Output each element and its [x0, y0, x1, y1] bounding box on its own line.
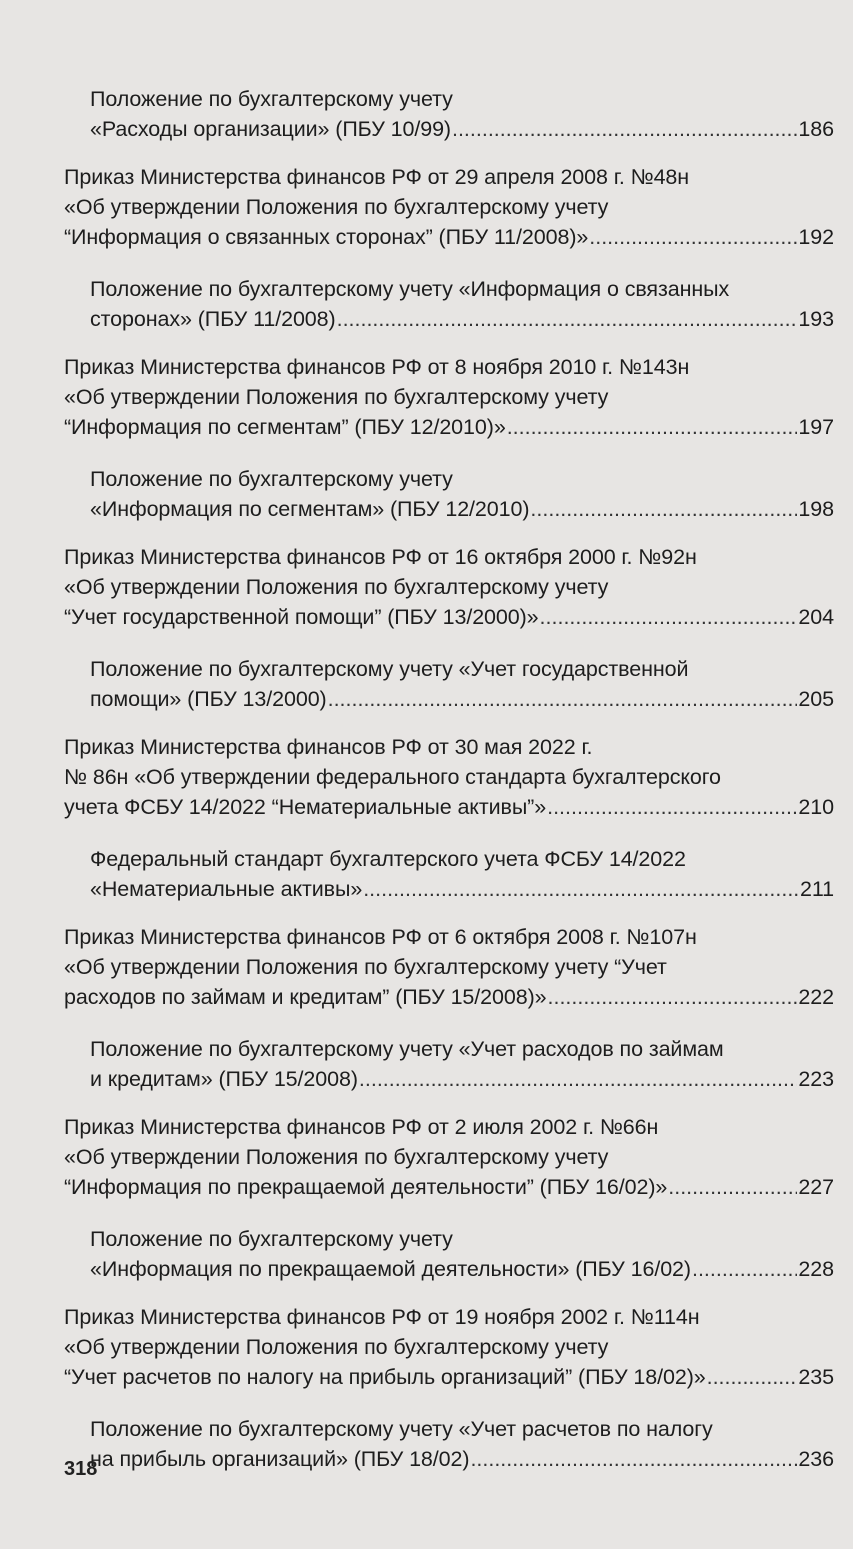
toc-entry-regulation: [90, 464, 834, 524]
dot-leader: [707, 1362, 798, 1392]
toc-entry-line: «Об утверждении Положения по бухгалтерскому учету: [64, 385, 609, 409]
toc-entry-order: [64, 732, 834, 822]
toc-entry-line: Федеральный стандарт бухгалтерского учета ФСБУ 14/2022: [90, 847, 686, 871]
toc-page-ref: 228: [798, 1257, 834, 1281]
toc-entry-line: Положение по бухгалтерскому учету: [90, 87, 453, 111]
toc-entry-line: помощи» (ПБУ 13/2000): [90, 687, 327, 711]
toc-page-ref: 210: [798, 795, 834, 819]
toc-entry-line: учета ФСБУ 14/2022 “Нематериальные активы”»: [64, 795, 547, 819]
dot-leader: [470, 1444, 797, 1474]
toc-entry-line: «Информация по прекращаемой деятельности» (ПБУ 16/02): [90, 1257, 691, 1281]
toc-entry-last-line: [64, 982, 834, 1012]
toc-entry-line: «Расходы организации» (ПБУ 10/99): [90, 117, 451, 141]
toc-page-ref: 192: [798, 225, 834, 249]
toc-entry-line: Приказ Министерства финансов РФ от 2 июля 2002 г. №66н: [64, 1115, 659, 1139]
toc-entry-order: [64, 352, 834, 442]
dot-leader: [328, 684, 798, 714]
toc-entry-last-line: [90, 1444, 834, 1474]
toc-entry-line: Приказ Министерства финансов РФ от 8 ноября 2010 г. №143н: [64, 355, 690, 379]
toc-entry-line: Положение по бухгалтерскому учету «Информация о связанных: [90, 277, 730, 301]
toc-entry-regulation: [90, 274, 834, 334]
dot-leader: [337, 304, 798, 334]
toc-entry-line: “Информация о связанных сторонах” (ПБУ 11/2008)»: [64, 225, 589, 249]
toc-entry-line: Приказ Министерства финансов РФ от 30 мая 2022 г.: [64, 735, 593, 759]
toc-entry-last-line: [64, 1362, 834, 1392]
toc-entry-line: “Учет государственной помощи” (ПБУ 13/2000)»: [64, 605, 539, 629]
toc-entry-line: № 86н «Об утверждении федерального стандарта бухгалтерского: [64, 765, 721, 789]
toc-entry-last-line: [64, 222, 834, 252]
toc-page-ref: 205: [798, 687, 834, 711]
toc-entry-last-line: [90, 684, 834, 714]
toc-entry-last-line: [90, 114, 834, 144]
toc-page-ref: 193: [798, 307, 834, 331]
toc-page-ref: 204: [798, 605, 834, 629]
toc-entry-order: [64, 1302, 834, 1392]
dot-leader: [363, 874, 799, 904]
toc-entry-regulation: [90, 84, 834, 144]
dot-leader: [359, 1064, 798, 1094]
toc-entry-order: [64, 542, 834, 632]
toc-entry-line: Положение по бухгалтерскому учету «Учет расходов по займам: [90, 1037, 724, 1061]
toc-entry-line: «Об утверждении Положения по бухгалтерскому учету “Учет: [64, 955, 667, 979]
toc-entry-line: расходов по займам и кредитам” (ПБУ 15/2008)»: [64, 985, 547, 1009]
toc-entry-regulation: [90, 1224, 834, 1284]
toc-entry-line: «Об утверждении Положения по бухгалтерскому учету: [64, 1145, 609, 1169]
page-number: 318: [64, 1458, 98, 1480]
dot-leader: [547, 792, 797, 822]
toc-entry-line: Приказ Министерства финансов РФ от 19 ноября 2002 г. №114н: [64, 1305, 700, 1329]
toc-entry-line: «Об утверждении Положения по бухгалтерскому учету: [64, 575, 609, 599]
toc-entry-line: Положение по бухгалтерскому учету: [90, 1227, 453, 1251]
dot-leader: [589, 222, 797, 252]
dot-leader: [692, 1254, 797, 1284]
toc-entry-line: Приказ Министерства финансов РФ от 16 октября 2000 г. №92н: [64, 545, 697, 569]
toc-entry-line: Положение по бухгалтерскому учету «Учет расчетов по налогу: [90, 1417, 713, 1441]
toc-entry-line: на прибыль организаций» (ПБУ 18/02): [90, 1447, 470, 1471]
toc-page-ref: 222: [798, 985, 834, 1009]
toc-entry-order: [64, 162, 834, 252]
toc-entry-line: и кредитам» (ПБУ 15/2008): [90, 1067, 358, 1091]
toc-entry-last-line: [90, 494, 834, 524]
toc-entry-regulation: [90, 654, 834, 714]
toc-entry-line: “Учет расчетов по налогу на прибыль организаций” (ПБУ 18/02)»: [64, 1365, 706, 1389]
toc-entry-line: «Нематериальные активы»: [90, 877, 363, 901]
dot-leader: [452, 114, 797, 144]
toc-entry-line: «Информация по сегментам» (ПБУ 12/2010): [90, 497, 530, 521]
toc-entry-line: сторонах» (ПБУ 11/2008): [90, 307, 336, 331]
toc-entry-regulation: [90, 1034, 834, 1094]
toc-entry-order: [64, 1112, 834, 1202]
toc-page-ref: 235: [798, 1365, 834, 1389]
toc-entry-last-line: [90, 1254, 834, 1284]
toc-page-ref: 197: [798, 415, 834, 439]
toc-entry-line: «Об утверждении Положения по бухгалтерскому учету: [64, 195, 609, 219]
dot-leader: [530, 494, 797, 524]
toc-entry-last-line: [90, 1064, 834, 1094]
toc-entry-last-line: [64, 792, 834, 822]
table-of-contents: [64, 84, 834, 1492]
toc-page-ref: 227: [798, 1175, 834, 1199]
dot-leader: [507, 412, 798, 442]
toc-entry-regulation: [90, 844, 834, 904]
toc-entry-last-line: [64, 602, 834, 632]
toc-entry-line: Приказ Министерства финансов РФ от 6 октября 2008 г. №107н: [64, 925, 697, 949]
toc-entry-line: Положение по бухгалтерскому учету: [90, 467, 453, 491]
toc-entry-line: «Об утверждении Положения по бухгалтерскому учету: [64, 1335, 609, 1359]
toc-page-ref: 186: [798, 117, 834, 141]
dot-leader: [540, 602, 798, 632]
toc-entry-last-line: [64, 412, 834, 442]
toc-entry-line: “Информация по сегментам” (ПБУ 12/2010)»: [64, 415, 506, 439]
toc-entry-regulation: [90, 1414, 834, 1474]
toc-page-ref: 198: [798, 497, 834, 521]
dot-leader: [548, 982, 798, 1012]
toc-entry-line: “Информация по прекращаемой деятельности” (ПБУ 16/02)»: [64, 1175, 668, 1199]
toc-page-ref: 223: [798, 1067, 834, 1091]
toc-entry-last-line: [90, 874, 834, 904]
toc-entry-line: Приказ Министерства финансов РФ от 29 апреля 2008 г. №48н: [64, 165, 690, 189]
toc-entry-line: Положение по бухгалтерскому учету «Учет государственной: [90, 657, 689, 681]
toc-page-ref: 211: [800, 877, 834, 901]
toc-page-ref: 236: [798, 1447, 834, 1471]
toc-entry-last-line: [90, 304, 834, 334]
toc-entry-last-line: [64, 1172, 834, 1202]
toc-entry-order: [64, 922, 834, 1012]
dot-leader: [668, 1172, 797, 1202]
